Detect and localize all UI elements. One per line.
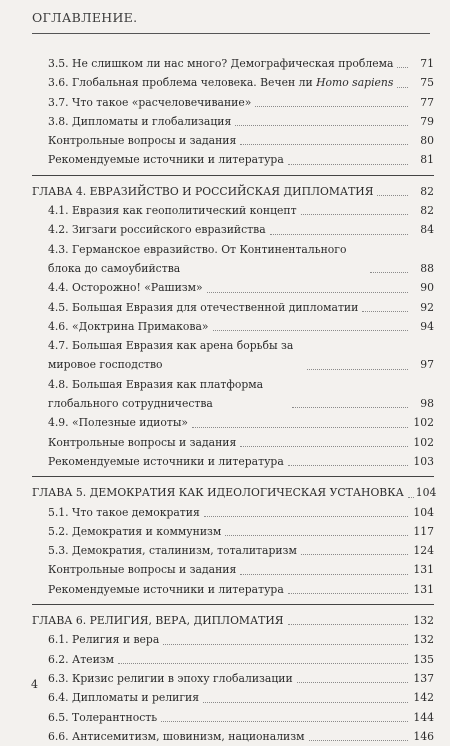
toc-entry[interactable]	[32, 503, 434, 522]
dot-leader	[397, 67, 408, 68]
toc-entry[interactable]	[32, 150, 434, 169]
toc-entry[interactable]	[32, 131, 434, 150]
toc-entry-page: 97	[420, 358, 434, 372]
toc-entry-title: 6.4. Дипломаты и религия	[48, 691, 200, 705]
dot-leader	[255, 106, 408, 107]
toc-entry-page: 94	[420, 319, 434, 333]
toc-entry-title: 4.3. Германское евразийство. От Континентального блока до самоубийства	[48, 242, 347, 275]
toc-entry-page: 135	[413, 652, 434, 666]
toc-entry[interactable]	[32, 93, 434, 112]
toc-entry-title: 3.7. Что такое «расчеловечивание»	[48, 95, 252, 109]
dot-leader	[235, 125, 408, 126]
toc-entry-page: 92	[420, 300, 434, 314]
toc-entry-title: 4.8. Большая Евразия как платформа глобального сотрудничества	[48, 377, 264, 411]
toc-entry-page: 142	[413, 691, 434, 705]
table-of-contents	[32, 54, 437, 746]
toc-entry[interactable]	[32, 278, 434, 297]
toc-entry-title: 4.2. Зигзаги российского евразийства	[48, 223, 266, 237]
toc-entry-page: 82	[420, 184, 434, 198]
toc-entry-page: 137	[413, 671, 434, 685]
dot-leader	[301, 214, 408, 215]
section-rule	[32, 604, 434, 605]
toc-entry-page: 77	[420, 95, 434, 109]
toc-entry-title: 4.7. Большая Евразия как арена борьбы за мировое господство	[48, 339, 294, 372]
toc-entry-title: 5.2. Демократия и коммунизм	[48, 524, 222, 538]
toc-entry-page: 131	[413, 582, 434, 596]
toc-entry-title: 5.1. Что такое демократия	[48, 505, 200, 519]
toc-entry-title: Контрольные вопросы и задания	[48, 435, 237, 449]
dot-leader	[292, 407, 408, 408]
toc-entry[interactable]	[32, 650, 434, 669]
toc-entry-title: Контрольные вопросы и задания	[48, 134, 237, 148]
toc-entry[interactable]	[32, 317, 434, 336]
toc-entry[interactable]	[32, 452, 434, 471]
toc-entry[interactable]	[32, 201, 434, 220]
toc-entry[interactable]	[32, 688, 434, 707]
toc-entry-title: 4.9. «Полезные идиоты»	[48, 416, 189, 430]
toc-entry-page: 103	[413, 454, 434, 468]
toc-entry[interactable]	[32, 240, 434, 279]
toc-entry-title: Рекомендуемые источники и литература	[48, 454, 284, 468]
dot-leader	[288, 624, 409, 625]
toc-chapter[interactable]	[32, 611, 434, 630]
dot-leader	[225, 535, 408, 536]
dot-leader	[270, 234, 408, 235]
dot-leader	[213, 330, 408, 331]
dot-leader	[118, 663, 408, 664]
toc-entry[interactable]	[32, 727, 434, 746]
dot-leader	[240, 574, 408, 575]
toc-entry-page: 71	[420, 57, 434, 70]
toc-entry[interactable]	[32, 580, 434, 599]
toc-entry[interactable]	[32, 630, 434, 649]
dot-leader	[161, 721, 408, 722]
toc-entry-title: 4.1. Евразия как геополитический концепт	[48, 204, 297, 218]
toc-chapter-title: ГЛАВА 4. ЕВРАЗИЙСТВО И РОССИЙСКАЯ ДИПЛОМАТИЯ	[32, 184, 374, 198]
dot-leader	[362, 311, 408, 312]
toc-entry[interactable]	[32, 112, 434, 131]
toc-entry-title-italic: Homo sapiens	[316, 76, 394, 90]
toc-entry-page: 79	[420, 114, 434, 128]
toc-entry-page: 88	[420, 261, 434, 275]
toc-entry-title: Рекомендуемые источники и литература	[48, 153, 284, 167]
toc-chapter-title: ГЛАВА 5. ДЕМОКРАТИЯ КАК ИДЕОЛОГИЧЕСКАЯ УСТАНОВКА	[32, 486, 404, 500]
toc-entry[interactable]	[32, 560, 434, 579]
toc-entry[interactable]	[32, 708, 434, 727]
toc-entry[interactable]	[32, 336, 434, 375]
dot-leader	[297, 682, 408, 683]
toc-entry-page: 144	[413, 710, 434, 724]
dot-leader	[377, 195, 408, 196]
toc-entry-title: 3.8. Дипломаты и глобализация	[48, 114, 232, 128]
toc-entry-page: 102	[413, 435, 434, 449]
toc-entry-page: 82	[420, 204, 434, 218]
toc-entry-page: 117	[413, 524, 434, 538]
toc-entry-title: 6.6. Антисемитизм, шовинизм, национализм	[48, 729, 305, 743]
dot-leader	[301, 554, 408, 555]
toc-entry-page: 124	[413, 544, 434, 558]
toc-entry-page: 90	[420, 281, 434, 295]
toc-entry[interactable]	[32, 413, 434, 432]
dot-leader	[307, 369, 408, 370]
dot-leader	[192, 427, 408, 428]
toc-entry[interactable]	[32, 433, 434, 452]
toc-entry-title: 3.6. Глобальная проблема человека. Вечен ли Homo sapiens	[48, 76, 394, 90]
dot-leader	[163, 644, 408, 645]
dot-leader	[309, 740, 408, 741]
toc-entry-page: 75	[420, 76, 434, 90]
dot-leader	[408, 497, 414, 498]
toc-entry[interactable]	[32, 73, 434, 92]
dot-leader	[207, 292, 408, 293]
page-number: 4	[31, 678, 38, 691]
running-header: ОГЛАВЛЕНИЕ.	[32, 10, 138, 25]
toc-entry[interactable]	[32, 522, 434, 541]
toc-chapter-title: ГЛАВА 6. РЕЛИГИЯ, ВЕРА, ДИПЛОМАТИЯ	[32, 614, 284, 628]
dot-leader	[288, 593, 408, 594]
toc-entry-title: 6.5. Толерантность	[48, 710, 158, 724]
toc-entry-title: 4.4. Осторожно! «Рашизм»	[48, 281, 203, 295]
toc-entry-page: 84	[420, 223, 434, 237]
toc-entry-title: Контрольные вопросы и задания	[48, 563, 237, 577]
toc-entry-page: 102	[413, 416, 434, 430]
toc-entry[interactable]	[32, 541, 434, 560]
toc-entry-title: 3.5. Не слишком ли нас много? Демографическая проблема	[48, 57, 394, 70]
toc-entry-title: 5.3. Демократия, сталинизм, тоталитаризм	[48, 544, 297, 558]
toc-chapter[interactable]	[32, 182, 434, 201]
toc-entry-title: 6.2. Атеизм	[48, 652, 115, 666]
toc-entry-page: 104	[413, 505, 434, 519]
dot-leader	[288, 164, 408, 165]
dot-leader	[240, 446, 408, 447]
toc-chapter[interactable]	[32, 483, 437, 502]
dot-leader	[370, 272, 408, 273]
toc-entry-title: 6.1. Религия и вера	[48, 633, 160, 647]
toc-entry-title: 4.5. Большая Евразия для отечественной дипломатии	[48, 300, 359, 314]
toc-entry-page: 132	[413, 633, 434, 647]
dot-leader	[397, 87, 408, 88]
toc-entry[interactable]	[32, 298, 434, 317]
section-rule	[32, 476, 434, 477]
toc-entry-page: 81	[420, 153, 434, 167]
toc-entry-page: 98	[420, 397, 434, 411]
toc-entry-title: 4.6. «Доктрина Примакова»	[48, 319, 209, 333]
dot-leader	[204, 516, 408, 517]
toc-entry-title: Рекомендуемые источники и литература	[48, 582, 284, 596]
toc-entry[interactable]	[32, 54, 434, 73]
dot-leader	[203, 702, 408, 703]
toc-entry-page: 104	[415, 486, 437, 500]
toc-entry[interactable]	[32, 375, 434, 414]
dot-leader	[288, 465, 408, 466]
toc-entry-page: 146	[413, 729, 434, 743]
toc-entry-page: 80	[420, 134, 434, 148]
toc-entry-page: 132	[413, 614, 434, 628]
dot-leader	[240, 144, 408, 145]
section-rule	[32, 175, 434, 176]
toc-entry[interactable]	[32, 669, 434, 688]
toc-entry[interactable]	[32, 220, 434, 239]
header-rule	[32, 33, 430, 34]
toc-entry-page: 131	[413, 563, 434, 577]
toc-entry-title: 6.3. Кризис религии в эпоху глобализации	[48, 671, 293, 685]
